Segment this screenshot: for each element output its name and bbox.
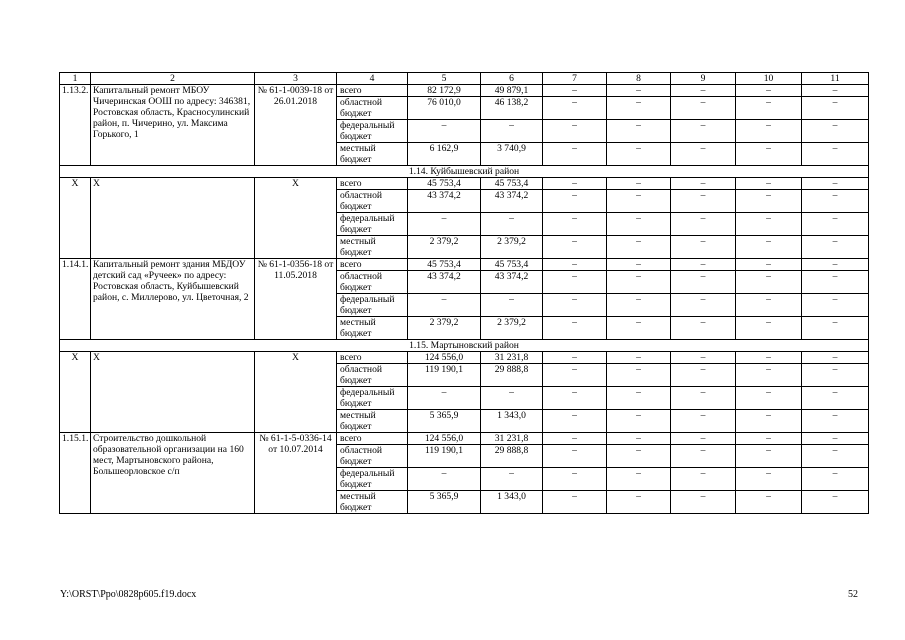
budget-category: всего bbox=[337, 352, 408, 364]
value-cell: – bbox=[543, 236, 607, 259]
value-cell: 31 231,8 bbox=[481, 433, 543, 445]
value-cell: 43 374,2 bbox=[408, 190, 481, 213]
value-cell: – bbox=[543, 317, 607, 340]
value-cell: – bbox=[736, 213, 802, 236]
value-cell: 2 379,2 bbox=[408, 317, 481, 340]
budget-category: местный бюджет bbox=[337, 410, 408, 433]
value-cell: – bbox=[736, 317, 802, 340]
budget-category: областной бюджет bbox=[337, 97, 408, 120]
budget-category: федеральный бюджет bbox=[337, 294, 408, 317]
value-cell: – bbox=[671, 178, 736, 190]
value-cell: 43 374,2 bbox=[481, 190, 543, 213]
value-cell: – bbox=[736, 178, 802, 190]
value-cell: 43 374,2 bbox=[481, 271, 543, 294]
value-cell: – bbox=[607, 445, 671, 468]
value-cell: 29 888,8 bbox=[481, 445, 543, 468]
budget-category: федеральный бюджет bbox=[337, 468, 408, 491]
row-id: 1.14.1. bbox=[60, 259, 91, 340]
value-cell: 1 343,0 bbox=[481, 491, 543, 514]
value-cell: – bbox=[671, 387, 736, 410]
row-id: 1.15.1. bbox=[60, 433, 91, 514]
value-cell: – bbox=[543, 387, 607, 410]
value-cell: 31 231,8 bbox=[481, 352, 543, 364]
value-cell: – bbox=[671, 97, 736, 120]
budget-category: всего bbox=[337, 259, 408, 271]
value-cell: 124 556,0 bbox=[408, 433, 481, 445]
value-cell: – bbox=[671, 364, 736, 387]
value-cell: – bbox=[481, 294, 543, 317]
value-cell: – bbox=[671, 259, 736, 271]
column-header: 7 bbox=[543, 73, 607, 85]
value-cell: – bbox=[671, 491, 736, 514]
value-cell: – bbox=[802, 236, 869, 259]
value-cell: – bbox=[408, 294, 481, 317]
value-cell: – bbox=[671, 236, 736, 259]
value-cell: – bbox=[607, 190, 671, 213]
value-cell: – bbox=[607, 213, 671, 236]
value-cell: – bbox=[408, 120, 481, 143]
value-cell: – bbox=[802, 491, 869, 514]
value-cell: – bbox=[736, 85, 802, 97]
column-header: 10 bbox=[736, 73, 802, 85]
budget-table bbox=[59, 72, 869, 514]
row-id: Х bbox=[60, 178, 91, 259]
section-title: 1.14. Куйбышевский район bbox=[60, 166, 869, 178]
row-description: Х bbox=[91, 178, 255, 259]
value-cell: – bbox=[736, 143, 802, 166]
value-cell: – bbox=[802, 468, 869, 491]
value-cell: – bbox=[408, 387, 481, 410]
budget-category: областной бюджет bbox=[337, 445, 408, 468]
value-cell: 49 879,1 bbox=[481, 85, 543, 97]
value-cell: 45 753,4 bbox=[481, 178, 543, 190]
column-header: 2 bbox=[91, 73, 255, 85]
value-cell: – bbox=[802, 190, 869, 213]
budget-category: всего bbox=[337, 178, 408, 190]
value-cell: – bbox=[543, 410, 607, 433]
value-cell: – bbox=[543, 143, 607, 166]
value-cell: 124 556,0 bbox=[408, 352, 481, 364]
value-cell: – bbox=[671, 410, 736, 433]
value-cell: – bbox=[736, 271, 802, 294]
table-row bbox=[60, 259, 869, 271]
column-header: 5 bbox=[408, 73, 481, 85]
value-cell: – bbox=[481, 468, 543, 491]
value-cell: – bbox=[802, 120, 869, 143]
value-cell: 45 753,4 bbox=[481, 259, 543, 271]
value-cell: – bbox=[671, 190, 736, 213]
row-description: Строительство дошкольной образовательной организации на 160 мест, Мартыновского района, Большеорловское с/п bbox=[91, 433, 255, 514]
value-cell: – bbox=[736, 445, 802, 468]
value-cell: 3 740,9 bbox=[481, 143, 543, 166]
value-cell: 6 162,9 bbox=[408, 143, 481, 166]
value-cell: 82 172,9 bbox=[408, 85, 481, 97]
value-cell: – bbox=[802, 85, 869, 97]
value-cell: – bbox=[736, 364, 802, 387]
column-header: 1 bbox=[60, 73, 91, 85]
value-cell: – bbox=[671, 294, 736, 317]
value-cell: 45 753,4 bbox=[408, 178, 481, 190]
column-header: 4 bbox=[337, 73, 408, 85]
budget-category: федеральный бюджет bbox=[337, 213, 408, 236]
value-cell: – bbox=[802, 97, 869, 120]
value-cell: – bbox=[736, 294, 802, 317]
value-cell: 5 365,9 bbox=[408, 410, 481, 433]
value-cell: – bbox=[543, 491, 607, 514]
value-cell: – bbox=[802, 433, 869, 445]
value-cell: – bbox=[736, 97, 802, 120]
budget-category: местный бюджет bbox=[337, 317, 408, 340]
row-document: № 61-1-0356-18 от 11.05.2018 bbox=[255, 259, 337, 340]
budget-category: всего bbox=[337, 85, 408, 97]
budget-category: федеральный бюджет bbox=[337, 120, 408, 143]
table-row bbox=[60, 85, 869, 97]
section-title-row bbox=[60, 166, 869, 178]
table-row bbox=[60, 433, 869, 445]
table-row bbox=[60, 178, 869, 190]
value-cell: 76 010,0 bbox=[408, 97, 481, 120]
value-cell: – bbox=[671, 213, 736, 236]
value-cell: – bbox=[543, 120, 607, 143]
value-cell: – bbox=[736, 387, 802, 410]
row-description: Капитальный ремонт МБОУ Чичеринская ООШ по адресу: 346381, Ростовская область, Красносулинский район, п. Чичерино, ул. Максима Горького, 1 bbox=[91, 85, 255, 166]
value-cell: – bbox=[543, 364, 607, 387]
value-cell: – bbox=[543, 445, 607, 468]
value-cell: – bbox=[481, 387, 543, 410]
value-cell: – bbox=[802, 259, 869, 271]
value-cell: – bbox=[408, 213, 481, 236]
value-cell: – bbox=[802, 445, 869, 468]
value-cell: 2 379,2 bbox=[481, 236, 543, 259]
value-cell: – bbox=[607, 120, 671, 143]
value-cell: 2 379,2 bbox=[481, 317, 543, 340]
value-cell: – bbox=[802, 387, 869, 410]
value-cell: – bbox=[607, 85, 671, 97]
column-header: 3 bbox=[255, 73, 337, 85]
column-header: 6 bbox=[481, 73, 543, 85]
value-cell: – bbox=[607, 468, 671, 491]
value-cell: – bbox=[802, 317, 869, 340]
value-cell: – bbox=[736, 433, 802, 445]
table-body bbox=[60, 73, 869, 514]
value-cell: – bbox=[607, 259, 671, 271]
value-cell: – bbox=[543, 213, 607, 236]
budget-category: областной бюджет bbox=[337, 271, 408, 294]
value-cell: – bbox=[607, 352, 671, 364]
value-cell: – bbox=[607, 364, 671, 387]
value-cell: – bbox=[736, 259, 802, 271]
value-cell: – bbox=[802, 294, 869, 317]
value-cell: – bbox=[481, 213, 543, 236]
footer-file-path: Y:\ORST\Ppo\0828p605.f19.docx bbox=[60, 589, 197, 600]
budget-category: федеральный бюджет bbox=[337, 387, 408, 410]
value-cell: – bbox=[481, 120, 543, 143]
value-cell: – bbox=[543, 97, 607, 120]
value-cell: – bbox=[607, 387, 671, 410]
column-header: 8 bbox=[607, 73, 671, 85]
value-cell: 43 374,2 bbox=[408, 271, 481, 294]
value-cell: – bbox=[736, 352, 802, 364]
value-cell: – bbox=[543, 271, 607, 294]
value-cell: – bbox=[607, 410, 671, 433]
value-cell: 45 753,4 bbox=[408, 259, 481, 271]
value-cell: – bbox=[607, 178, 671, 190]
value-cell: – bbox=[671, 445, 736, 468]
value-cell: 119 190,1 bbox=[408, 364, 481, 387]
value-cell: – bbox=[607, 143, 671, 166]
budget-category: местный бюджет bbox=[337, 491, 408, 514]
value-cell: – bbox=[671, 143, 736, 166]
section-title: 1.15. Мартыновский район bbox=[60, 340, 869, 352]
column-header-row bbox=[60, 73, 869, 85]
value-cell: – bbox=[736, 190, 802, 213]
value-cell: 5 365,9 bbox=[408, 491, 481, 514]
value-cell: – bbox=[736, 410, 802, 433]
value-cell: – bbox=[802, 352, 869, 364]
value-cell: – bbox=[736, 468, 802, 491]
row-id: Х bbox=[60, 352, 91, 433]
value-cell: – bbox=[671, 468, 736, 491]
value-cell: – bbox=[671, 317, 736, 340]
value-cell: 119 190,1 bbox=[408, 445, 481, 468]
value-cell: – bbox=[543, 190, 607, 213]
value-cell: – bbox=[543, 294, 607, 317]
value-cell: – bbox=[607, 294, 671, 317]
budget-category: всего bbox=[337, 433, 408, 445]
page-number: 52 bbox=[848, 589, 858, 600]
value-cell: – bbox=[671, 120, 736, 143]
column-header: 9 bbox=[671, 73, 736, 85]
value-cell: – bbox=[543, 468, 607, 491]
value-cell: – bbox=[802, 178, 869, 190]
budget-category: областной бюджет bbox=[337, 190, 408, 213]
value-cell: 29 888,8 bbox=[481, 364, 543, 387]
row-description: Х bbox=[91, 352, 255, 433]
value-cell: – bbox=[607, 317, 671, 340]
column-header: 11 bbox=[802, 73, 869, 85]
value-cell: – bbox=[607, 491, 671, 514]
value-cell: 1 343,0 bbox=[481, 410, 543, 433]
value-cell: – bbox=[607, 236, 671, 259]
value-cell: – bbox=[607, 97, 671, 120]
value-cell: – bbox=[543, 178, 607, 190]
table-row bbox=[60, 352, 869, 364]
value-cell: – bbox=[543, 433, 607, 445]
row-document: № 61-1-0039-18 от 26.01.2018 bbox=[255, 85, 337, 166]
budget-category: местный бюджет bbox=[337, 236, 408, 259]
value-cell: – bbox=[543, 85, 607, 97]
row-document: Х bbox=[255, 352, 337, 433]
value-cell: – bbox=[802, 143, 869, 166]
value-cell: 2 379,2 bbox=[408, 236, 481, 259]
value-cell: – bbox=[736, 491, 802, 514]
value-cell: – bbox=[408, 468, 481, 491]
value-cell: – bbox=[543, 352, 607, 364]
value-cell: – bbox=[671, 352, 736, 364]
value-cell: – bbox=[607, 433, 671, 445]
value-cell: – bbox=[671, 271, 736, 294]
value-cell: – bbox=[607, 271, 671, 294]
row-description: Капитальный ремонт здания МБДОУ детский сад «Ручеек» по адресу: Ростовская область, Куйбышевский район, с. Миллерово, ул. Цветочная, 2 bbox=[91, 259, 255, 340]
value-cell: – bbox=[802, 410, 869, 433]
value-cell: – bbox=[802, 213, 869, 236]
row-document: № 61-1-5-0336-14 от 10.07.2014 bbox=[255, 433, 337, 514]
value-cell: – bbox=[736, 236, 802, 259]
budget-category: местный бюджет bbox=[337, 143, 408, 166]
value-cell: – bbox=[802, 364, 869, 387]
value-cell: 46 138,2 bbox=[481, 97, 543, 120]
value-cell: – bbox=[543, 259, 607, 271]
value-cell: – bbox=[736, 120, 802, 143]
section-title-row bbox=[60, 340, 869, 352]
row-id: 1.13.2. bbox=[60, 85, 91, 166]
value-cell: – bbox=[671, 85, 736, 97]
value-cell: – bbox=[671, 433, 736, 445]
value-cell: – bbox=[802, 271, 869, 294]
budget-category: областной бюджет bbox=[337, 364, 408, 387]
row-document: Х bbox=[255, 178, 337, 259]
